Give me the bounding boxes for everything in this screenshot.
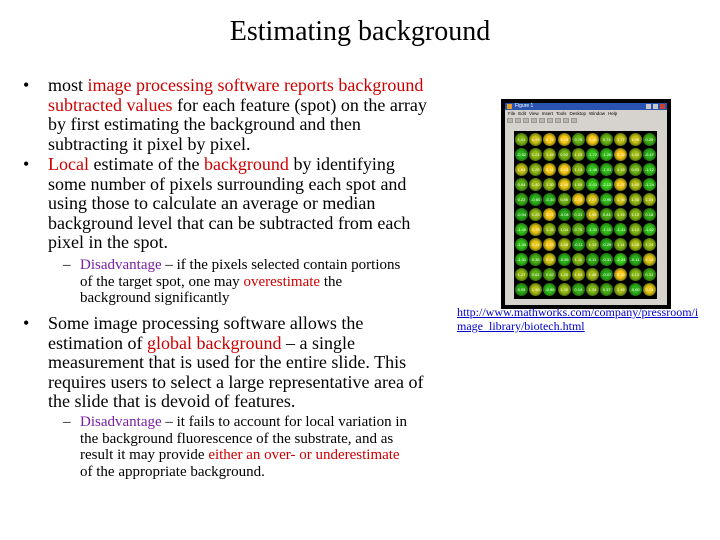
sub-bullet-1-line-3: background significantly xyxy=(80,290,230,306)
menu-item-view[interactable]: View xyxy=(529,111,539,116)
window-title: Figure 1 xyxy=(515,103,534,109)
menu-item-file[interactable]: File xyxy=(508,111,516,116)
bullet-1 xyxy=(23,75,427,154)
bullet-3-line-2: estimation of global background – a single xyxy=(48,332,355,353)
spot-cell: 1.90 xyxy=(629,133,642,146)
spot-cell: 1.95 xyxy=(586,208,599,221)
menu-item-tools[interactable]: Tools xyxy=(555,111,567,116)
spot-cell: 1.60 xyxy=(629,178,642,191)
spot-cell: 1.04 xyxy=(586,283,599,296)
spot-cell: 1.25 xyxy=(529,163,542,176)
text-icon[interactable] xyxy=(547,118,553,123)
spot-cell: -1.12 xyxy=(643,163,656,176)
spot-cell: -0.25 xyxy=(600,238,613,251)
sub-bullet-2-line-4: of the appropriate background. xyxy=(80,463,265,480)
spot-cell: -2.13 xyxy=(600,178,613,191)
bullet-3-line-4: requires users to select a large representative area of xyxy=(48,371,424,392)
spot-cell: 0.11 xyxy=(586,253,599,266)
spot-cell: 0.75 xyxy=(572,133,585,146)
spot-cell: -0.30 xyxy=(543,193,556,206)
bullet-2-line-1: Local estimate of the background by identifying xyxy=(48,154,395,174)
spot-cell: -1.41 xyxy=(614,223,627,236)
spot-cell: 0.25 xyxy=(643,133,656,146)
spot-cell: -1.72 xyxy=(586,148,599,161)
spot-cell: 1.13 xyxy=(629,208,642,221)
spot-cell: -1.01 xyxy=(600,163,613,176)
spot-cell: 0.61 xyxy=(529,268,542,281)
sub-bullet-2-line-2: the background fluorescence of the substrate, and as xyxy=(80,430,394,447)
spot-cell: 3.41 xyxy=(543,163,556,176)
spot-cell: 2.24 xyxy=(529,238,542,251)
zoom-in-icon[interactable] xyxy=(555,118,561,123)
spot-cell: 2.14 xyxy=(643,253,656,266)
spot-cell: 2.24 xyxy=(643,283,656,296)
bullet-1-line-3: by first estimating the background and then xyxy=(48,114,361,134)
spot-cell: 1.24 xyxy=(643,238,656,251)
spot-cell: 0.86 xyxy=(558,193,571,206)
save-icon[interactable] xyxy=(523,118,529,123)
spot-cell: -1.62 xyxy=(643,223,656,236)
spot-cell: 2.43 xyxy=(572,193,585,206)
figure-window xyxy=(505,103,667,305)
spot-cell: 1.25 xyxy=(572,148,585,161)
spot-cell: 3.02 xyxy=(614,148,627,161)
menu-item-edit[interactable]: Edit xyxy=(518,111,527,116)
spot-cell: -1.44 xyxy=(515,238,528,251)
print-icon[interactable] xyxy=(531,118,537,123)
spot-cell: 1.54 xyxy=(572,268,585,281)
bullet-2-line-4: background level that can be subtracted from each xyxy=(48,212,411,233)
sub-bullet-2 xyxy=(63,414,407,480)
sub-bullet-1-line-2: of the target spot, one may overestimate the xyxy=(80,273,343,290)
spot-cell: 0.70 xyxy=(572,223,585,236)
spot-cell: 1.54 xyxy=(643,193,656,206)
spot-cell: 2.30 xyxy=(558,178,571,191)
spot-cell: 1.48 xyxy=(586,268,599,281)
sub-bullet-dash: – xyxy=(63,257,71,273)
spot-cell: -0.90 xyxy=(600,193,613,206)
spot-cell: 0.44 xyxy=(600,208,613,221)
spot-cell: 1.11 xyxy=(614,238,627,251)
spot-cell: 1.05 xyxy=(572,178,585,191)
spot-cell: 1.95 xyxy=(614,193,627,206)
spot-cell: 0.83 xyxy=(629,163,642,176)
spot-cell: 1.11 xyxy=(572,253,585,266)
spot-cell: 2.25 xyxy=(529,223,542,236)
slide-title: Estimating background xyxy=(229,16,491,47)
sub-bullet-2-line-1: Disadvantage – it fails to account for local variation in xyxy=(80,414,407,430)
spot-cell: 0.14 xyxy=(572,283,585,296)
spot-cell: 0.18 xyxy=(643,208,656,221)
spot-cell: 1.13 xyxy=(586,238,599,251)
bullet-2-line-5: pixel in the spot. xyxy=(48,232,168,252)
new-icon[interactable] xyxy=(507,118,513,123)
spot-cell: 1.40 xyxy=(629,148,642,161)
spot-cell: 2.63 xyxy=(558,163,571,176)
bullet-dot: • xyxy=(23,75,30,95)
spot-cell: -1.40 xyxy=(515,223,528,236)
spot-cell: -0.04 xyxy=(515,208,528,221)
spot-cell: 1.36 xyxy=(629,193,642,206)
menu-bar xyxy=(508,111,666,117)
spot-cell: 1.77 xyxy=(614,133,627,146)
spot-cell: 1.56 xyxy=(629,238,642,251)
bullet-1-line-2: subtracted values for each feature (spot) on the array xyxy=(48,94,427,115)
spot-cell: 2.07 xyxy=(586,193,599,206)
spot-cell: 0.92 xyxy=(558,148,571,161)
spot-cell: 3.07 xyxy=(543,208,556,221)
rotate-icon[interactable] xyxy=(571,118,577,123)
spot-cell: 1.45 xyxy=(614,283,627,296)
spot-cell: 0.31 xyxy=(572,208,585,221)
spot-cell: 3.40 xyxy=(586,133,599,146)
maximize-icon[interactable] xyxy=(653,104,658,109)
open-icon[interactable] xyxy=(515,118,521,123)
bullet-dot: • xyxy=(23,154,30,174)
spot-cell: 1.93 xyxy=(529,133,542,146)
spot-cell: 0.31 xyxy=(643,268,656,281)
spot-cell: -0.47 xyxy=(643,148,656,161)
source-link[interactable]: http://www.mathworks.com/company/pressroom/image_library/biotech.html xyxy=(457,305,699,333)
menu-item-help[interactable]: Help xyxy=(608,111,618,116)
bullet-3-line-1: Some image processing software allows the xyxy=(48,313,364,333)
sub-bullet-1-line-1: Disadvantage – if the pixels selected contain portions xyxy=(80,257,401,273)
sub-bullet-1 xyxy=(63,257,401,307)
spot-cell: 2.42 xyxy=(543,238,556,251)
sub-bullet-2-line-3: result it may provide either an over- or underestimate xyxy=(80,447,400,463)
spot-cell: -1.31 xyxy=(515,253,528,266)
bullet-2-line-3: using those to calculate an average or median xyxy=(48,193,376,213)
spot-cell: 0.05 xyxy=(515,283,528,296)
spot-cell: 1.56 xyxy=(529,283,542,296)
spot-cell: -1.31 xyxy=(586,223,599,236)
bullet-3-line-5: the slide that is devoid of features. xyxy=(48,391,296,411)
spot-cell: 1.30 xyxy=(558,283,571,296)
spot-cell: 1.15 xyxy=(614,163,627,176)
spot-cell: -0.55 xyxy=(558,253,571,266)
spot-grid xyxy=(514,131,657,299)
spot-cell: 3.40 xyxy=(614,268,627,281)
spot-cell: -0.98 xyxy=(543,283,556,296)
spot-cell: 0.36 xyxy=(529,253,542,266)
bullet-2-line-2: some number of pixels surrounding each spot and xyxy=(48,173,407,194)
app-icon xyxy=(507,104,512,109)
bullet-dot: • xyxy=(23,313,30,333)
zoom-out-icon[interactable] xyxy=(563,118,569,123)
close-icon[interactable] xyxy=(660,104,665,109)
bullet-2 xyxy=(23,154,411,253)
spot-cell: -1.46 xyxy=(586,163,599,176)
spot-cell: 1.26 xyxy=(558,268,571,281)
minimize-icon[interactable] xyxy=(646,104,651,109)
menu-item-window[interactable]: Window xyxy=(589,111,606,116)
spot-cell: -0.60 xyxy=(629,283,642,296)
spot-cell: 0.22 xyxy=(515,193,528,206)
spot-cell: 1.27 xyxy=(515,268,528,281)
spot-cell: 2.05 xyxy=(543,253,556,266)
spot-cell: -1.24 xyxy=(643,178,656,191)
spot-cell: -2.24 xyxy=(614,253,627,266)
bullet-3-line-3: measurement that is used for the entire slide. This xyxy=(48,352,407,372)
spot-cell: 1.10 xyxy=(629,223,642,236)
toolbar xyxy=(507,118,665,124)
spot-cell: 1.58 xyxy=(558,238,571,251)
bullet-3 xyxy=(23,313,424,412)
spot-cell: -0.11 xyxy=(629,253,642,266)
spot-cell: 1.01 xyxy=(515,133,528,146)
spot-cell: 1.26 xyxy=(543,223,556,236)
spot-cell: -0.04 xyxy=(558,208,571,221)
spot-cell: 4.72 xyxy=(543,133,556,146)
bullet-1-line-4: subtracting it pixel by pixel. xyxy=(48,133,251,154)
spot-cell: -0.07 xyxy=(600,268,613,281)
spot-cell: 1.16 xyxy=(614,208,627,221)
spot-cell: -0.31 xyxy=(600,253,613,266)
microarray-screenshot xyxy=(501,99,671,309)
spot-cell: 1.40 xyxy=(529,178,542,191)
spot-cell: 1.30 xyxy=(543,178,556,191)
spot-cell: 1.13 xyxy=(629,268,642,281)
spot-cell: 0.37 xyxy=(600,283,613,296)
spot-cell: -2.01 xyxy=(586,178,599,191)
spot-cell: -1.26 xyxy=(600,148,613,161)
spot-cell: 0.64 xyxy=(515,178,528,191)
spot-cell: -0.50 xyxy=(529,193,542,206)
spot-cell: -0.52 xyxy=(515,148,528,161)
spot-cell: 1.14 xyxy=(572,163,585,176)
spot-cell: 1.21 xyxy=(529,148,542,161)
spot-cell: 1.04 xyxy=(558,223,571,236)
window-titlebar xyxy=(505,103,667,110)
spot-cell: 1.25 xyxy=(529,208,542,221)
spot-cell: 0.74 xyxy=(600,133,613,146)
spot-cell: -1.10 xyxy=(600,223,613,236)
spot-cell: 1.84 xyxy=(515,163,528,176)
menu-item-desktop[interactable]: Desktop xyxy=(569,111,587,116)
spot-cell: 3.94 xyxy=(558,133,571,146)
menu-item-insert[interactable]: Insert xyxy=(541,111,553,116)
spot-cell: 1.45 xyxy=(543,148,556,161)
spot-cell: -0.11 xyxy=(572,238,585,251)
spot-cell: 0.62 xyxy=(543,268,556,281)
arrow-icon[interactable] xyxy=(539,118,545,123)
bullet-1-line-1: most image processing software reports background xyxy=(48,75,424,95)
sub-bullet-dash: – xyxy=(63,414,71,430)
spot-cell: 2.37 xyxy=(614,178,627,191)
